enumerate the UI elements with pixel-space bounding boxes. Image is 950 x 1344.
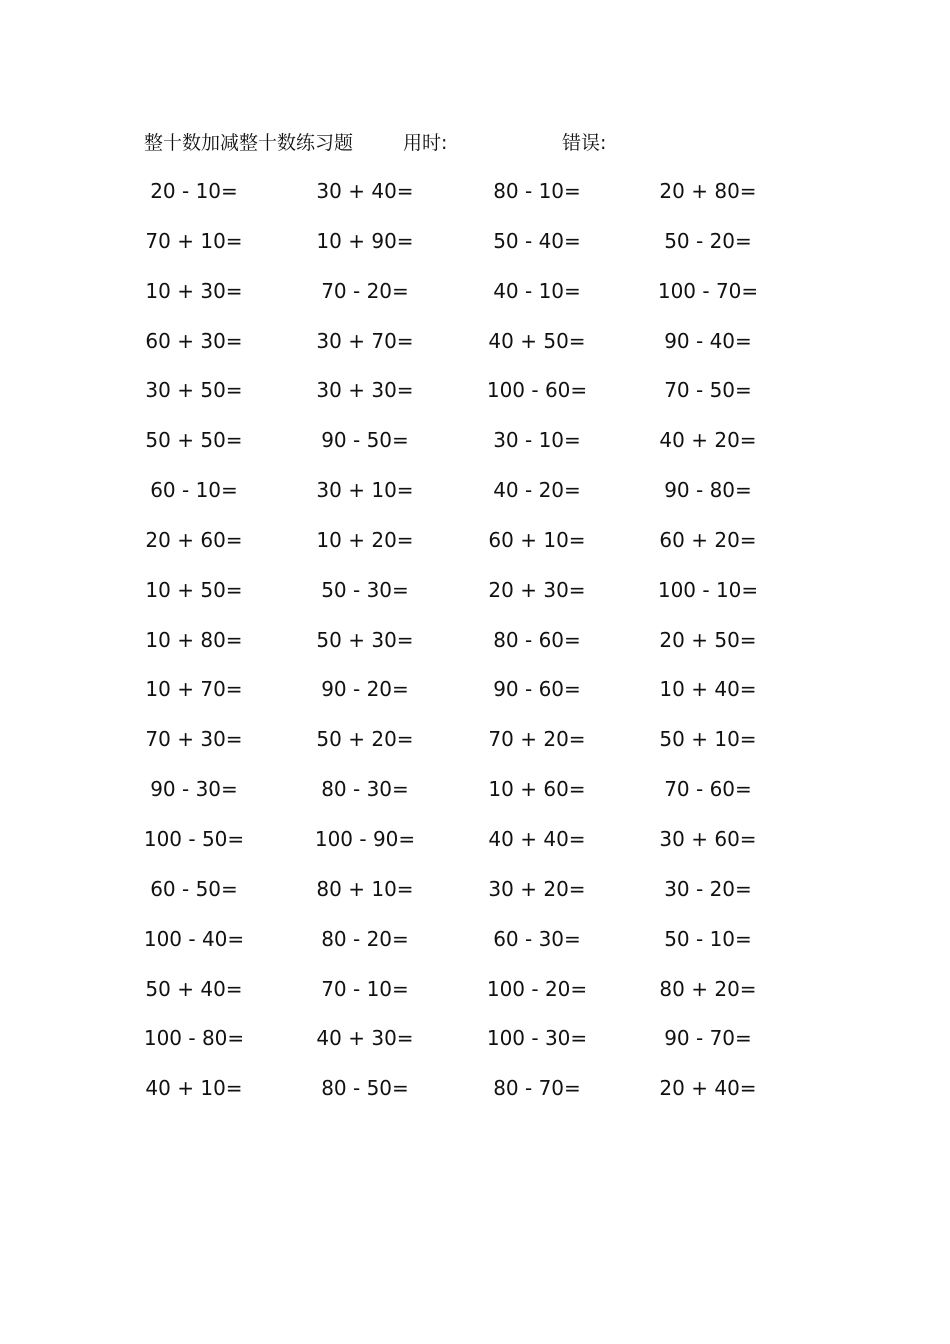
problem-item: 100 - 50= (143, 826, 245, 851)
problem-item: 80 - 60= (493, 627, 581, 652)
problem-item: 90 - 80= (664, 478, 752, 503)
problem-item: 10 + 40= (659, 677, 757, 702)
problem-item: 100 - 10= (657, 577, 759, 602)
problem-item: 20 + 50= (659, 627, 757, 652)
problem-row (0, 325, 950, 375)
problem-row (0, 1072, 950, 1122)
problem-item: 90 - 60= (493, 677, 581, 702)
problem-item: 40 - 10= (493, 278, 581, 303)
problem-item: 70 - 20= (321, 278, 409, 303)
problem-row (0, 574, 950, 624)
problem-item: 30 + 10= (316, 478, 414, 503)
problem-item: 30 + 50= (145, 378, 243, 403)
problem-item: 100 - 60= (486, 378, 588, 403)
problem-item: 10 + 30= (145, 278, 243, 303)
problem-row (0, 823, 950, 873)
problem-item: 10 + 50= (145, 577, 243, 602)
problem-item: 40 + 40= (488, 826, 586, 851)
problem-item: 10 + 70= (145, 677, 243, 702)
problem-item: 30 + 40= (316, 179, 414, 203)
problem-row (0, 1022, 950, 1072)
problem-row (0, 175, 950, 225)
problem-item: 100 - 30= (486, 1026, 588, 1051)
problem-item: 60 + 10= (488, 527, 586, 552)
problem-item: 40 + 20= (659, 428, 757, 453)
problem-item: 70 + 30= (145, 727, 243, 752)
problem-item: 30 + 30= (316, 378, 414, 403)
problem-item: 20 + 80= (659, 179, 757, 203)
problem-item: 50 + 10= (659, 727, 757, 752)
problem-item: 100 - 90= (314, 826, 416, 851)
problem-row (0, 673, 950, 723)
problem-row (0, 923, 950, 973)
problem-item: 10 + 60= (488, 777, 586, 802)
time-used-label: 用时: (403, 132, 448, 154)
problem-item: 80 + 20= (659, 976, 757, 1001)
problem-item: 50 + 40= (145, 976, 243, 1001)
problem-item: 30 - 20= (664, 876, 752, 901)
problem-item: 20 + 40= (659, 1076, 757, 1101)
problem-row (0, 624, 950, 674)
problem-item: 50 - 40= (493, 228, 581, 253)
problem-row (0, 873, 950, 923)
problem-item: 60 - 50= (150, 876, 238, 901)
problem-item: 70 - 60= (664, 777, 752, 802)
problem-item: 30 - 10= (493, 428, 581, 453)
problem-row (0, 723, 950, 773)
problem-item: 70 - 10= (321, 976, 409, 1001)
worksheet-header (0, 128, 950, 158)
problem-item: 100 - 80= (143, 1026, 245, 1051)
problem-item: 40 - 20= (493, 478, 581, 503)
problem-item: 20 - 10= (150, 179, 238, 203)
problem-row (0, 973, 950, 1023)
problem-item: 80 - 70= (493, 1076, 581, 1101)
problem-item: 20 + 30= (488, 577, 586, 602)
problem-item: 80 - 50= (321, 1076, 409, 1101)
errors-label: 错误: (562, 132, 607, 154)
problem-item: 70 - 50= (664, 378, 752, 403)
problem-row (0, 524, 950, 574)
problem-item: 80 - 20= (321, 926, 409, 951)
problem-row (0, 474, 950, 524)
problem-item: 100 - 70= (657, 278, 759, 303)
problem-item: 60 - 10= (150, 478, 238, 503)
problem-item: 80 - 10= (493, 179, 581, 203)
problem-item: 90 - 50= (321, 428, 409, 453)
problem-item: 50 - 20= (664, 228, 752, 253)
problem-item: 60 + 30= (145, 328, 243, 353)
problem-item: 30 + 60= (659, 826, 757, 851)
problem-item: 40 + 50= (488, 328, 586, 353)
problem-item: 100 - 40= (143, 926, 245, 951)
problem-item: 100 - 20= (486, 976, 588, 1001)
problem-row (0, 773, 950, 823)
problem-item: 50 + 50= (145, 428, 243, 453)
worksheet-title: 整十数加减整十数练习题 (144, 132, 354, 154)
problem-item: 90 - 30= (150, 777, 238, 802)
problem-item: 10 + 80= (145, 627, 243, 652)
problem-item: 10 + 90= (316, 228, 414, 253)
problem-item: 80 + 10= (316, 876, 414, 901)
problem-item: 90 - 70= (664, 1026, 752, 1051)
problem-item: 60 + 20= (659, 527, 757, 552)
problem-row (0, 275, 950, 325)
problem-item: 90 - 40= (664, 328, 752, 353)
problem-item: 20 + 60= (145, 527, 243, 552)
problem-item: 10 + 20= (316, 527, 414, 552)
problem-item: 70 + 10= (145, 228, 243, 253)
problem-item: 30 + 70= (316, 328, 414, 353)
problem-item: 60 - 30= (493, 926, 581, 951)
problem-row (0, 424, 950, 474)
problem-item: 30 + 20= (488, 876, 586, 901)
problem-item: 50 - 10= (664, 926, 752, 951)
problem-item: 80 - 30= (321, 777, 409, 802)
problem-item: 50 - 30= (321, 577, 409, 602)
problem-item: 70 + 20= (488, 727, 586, 752)
problem-item: 50 + 20= (316, 727, 414, 752)
problem-grid (0, 175, 950, 1122)
problem-row (0, 225, 950, 275)
problem-item: 40 + 10= (145, 1076, 243, 1101)
problem-item: 40 + 30= (316, 1026, 414, 1051)
problem-item: 50 + 30= (316, 627, 414, 652)
problem-row (0, 374, 950, 424)
problem-item: 90 - 20= (321, 677, 409, 702)
